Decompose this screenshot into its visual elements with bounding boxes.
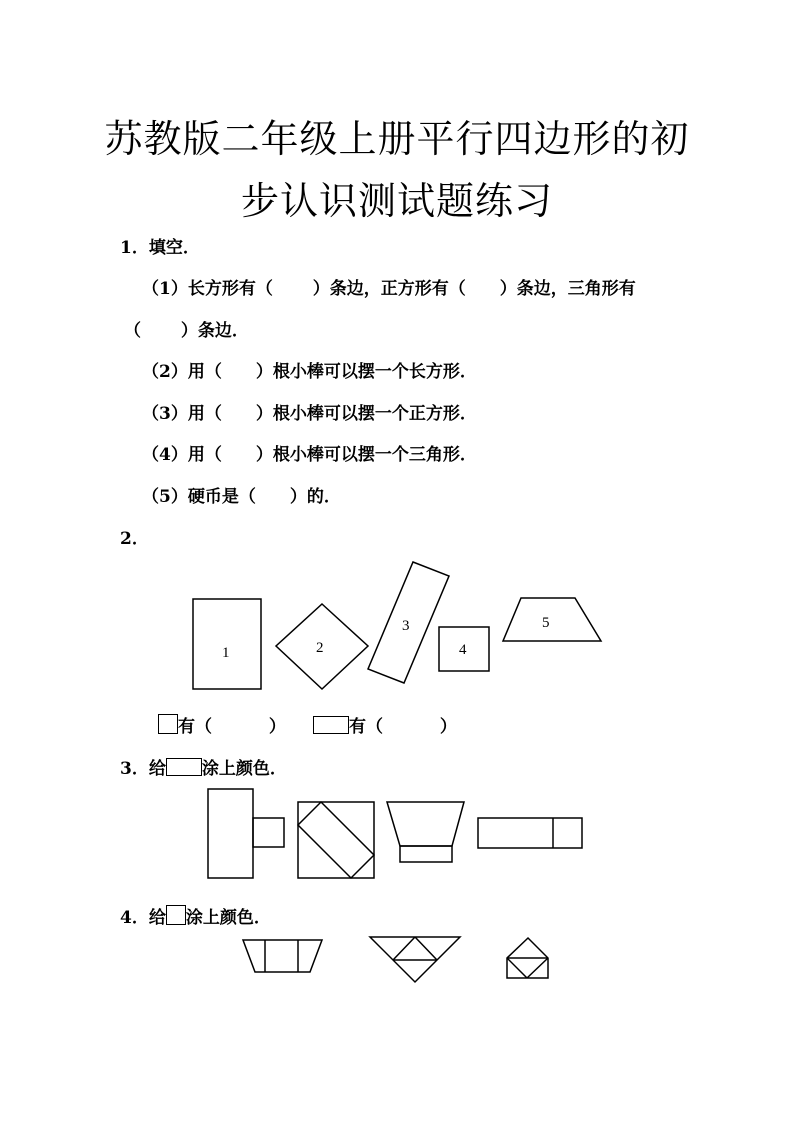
q4-figure-c <box>507 938 548 978</box>
q2-shape-label-3: 3 <box>402 618 410 634</box>
q3-figure-a <box>208 789 284 878</box>
q1-item1-line1: （1）长方形有（ ）条边，正方形有（ ）条边，三角形有 <box>142 279 636 299</box>
square-icon <box>166 905 186 925</box>
q1-item3: （3）用（ ）根小棒可以摆一个正方形． <box>142 404 477 424</box>
small-rectangle-icon <box>313 716 349 734</box>
q1-item5: （5）硬币是（ ）的． <box>142 487 341 507</box>
q2-shape-label-4: 4 <box>459 642 467 658</box>
q3-figure-d <box>478 818 582 848</box>
rectangle-icon <box>166 758 202 776</box>
q2-shape-label-5: 5 <box>542 615 550 631</box>
q2-shape-label-2: 2 <box>316 640 324 656</box>
q4-figure-a <box>243 940 322 972</box>
q1-item1-line2: （ ）条边． <box>124 321 249 341</box>
q3-heading <box>120 754 287 779</box>
q2-answer-1: 有（ ） <box>178 717 286 737</box>
q4-heading-suffix: 涂上颜色． <box>185 908 271 928</box>
q2-heading: 2． <box>120 529 149 549</box>
q2-shape-5-trapezoid <box>503 598 601 641</box>
q1-item2: （2）用（ ）根小棒可以摆一个长方形． <box>142 362 477 382</box>
q2-answer-row-2 <box>313 712 457 737</box>
q2-answer-row-1 <box>158 712 286 737</box>
q1-item4: （4）用（ ）根小棒可以摆一个三角形． <box>142 445 477 465</box>
q2-shape-label-1: 1 <box>222 645 230 661</box>
q3-figure-c <box>387 802 464 862</box>
q2-answer-2: 有（ ） <box>349 717 457 737</box>
q4-heading-prefix: 4．给 <box>120 908 166 928</box>
small-square-icon <box>158 714 178 734</box>
q3-heading-prefix: 3．给 <box>120 759 166 779</box>
q3-heading-suffix: 涂上颜色． <box>201 759 287 779</box>
q3-figure-b <box>298 802 374 878</box>
page-title-line1: 苏教版二年级上册平行四边形的初 <box>104 117 690 161</box>
q4-figure-b <box>370 937 460 982</box>
q1-heading: 1．填空． <box>120 238 200 258</box>
q2-shape-1-rectangle <box>193 599 261 689</box>
page-title-line2: 步认识测试题练习 <box>240 179 553 223</box>
q4-heading <box>120 903 271 928</box>
